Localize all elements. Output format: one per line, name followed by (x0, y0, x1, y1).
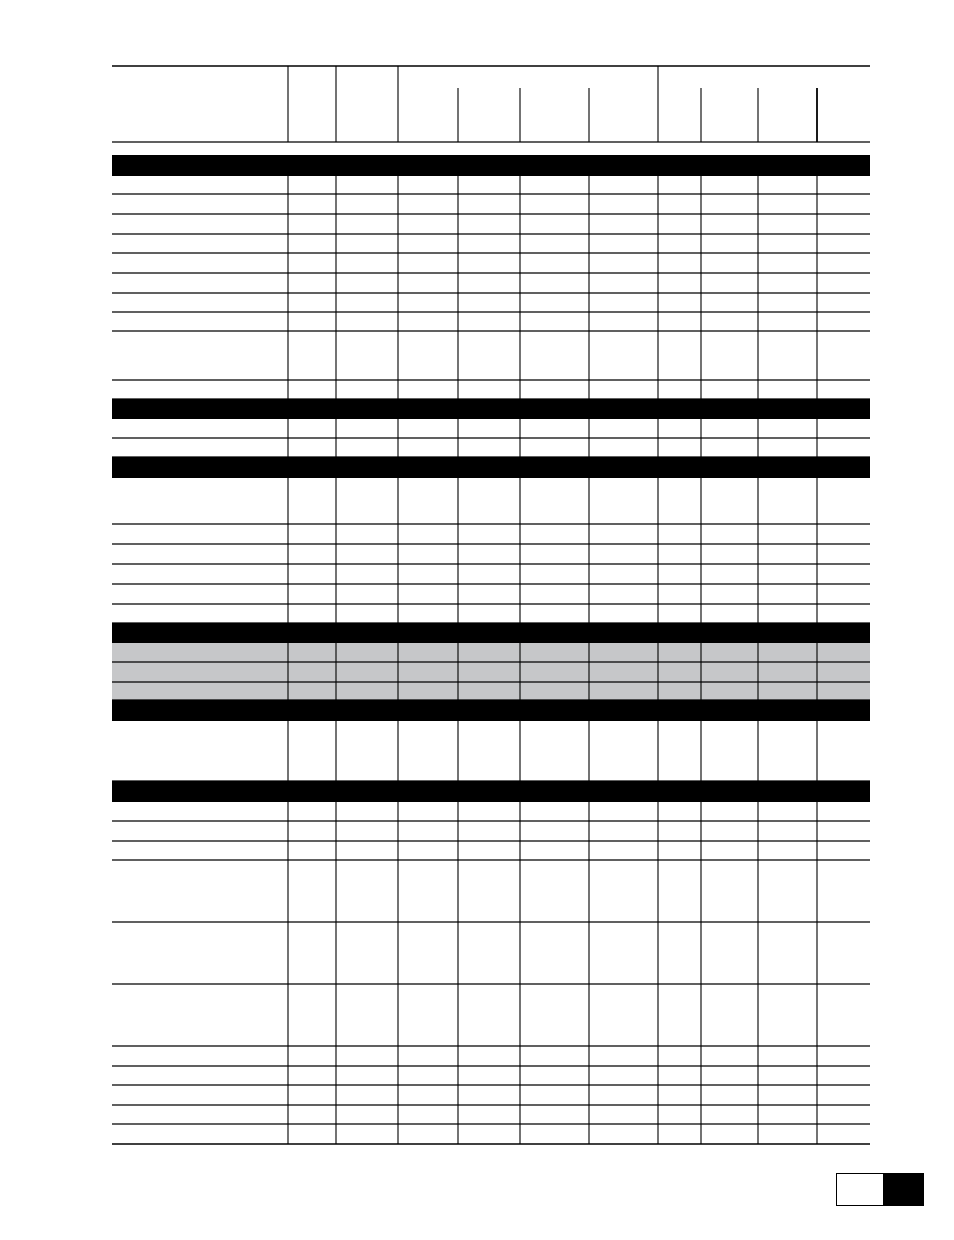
section-header-band (112, 700, 870, 721)
shaded-row (112, 643, 870, 700)
section-header-band (112, 155, 870, 176)
section-header-band (112, 623, 870, 643)
section-header-band (112, 399, 870, 419)
page-number-left-cell (837, 1174, 883, 1205)
page-number-box (836, 1173, 924, 1206)
section-header-band (112, 781, 870, 802)
section-header-band (112, 457, 870, 478)
page-number-right-cell (883, 1174, 923, 1205)
